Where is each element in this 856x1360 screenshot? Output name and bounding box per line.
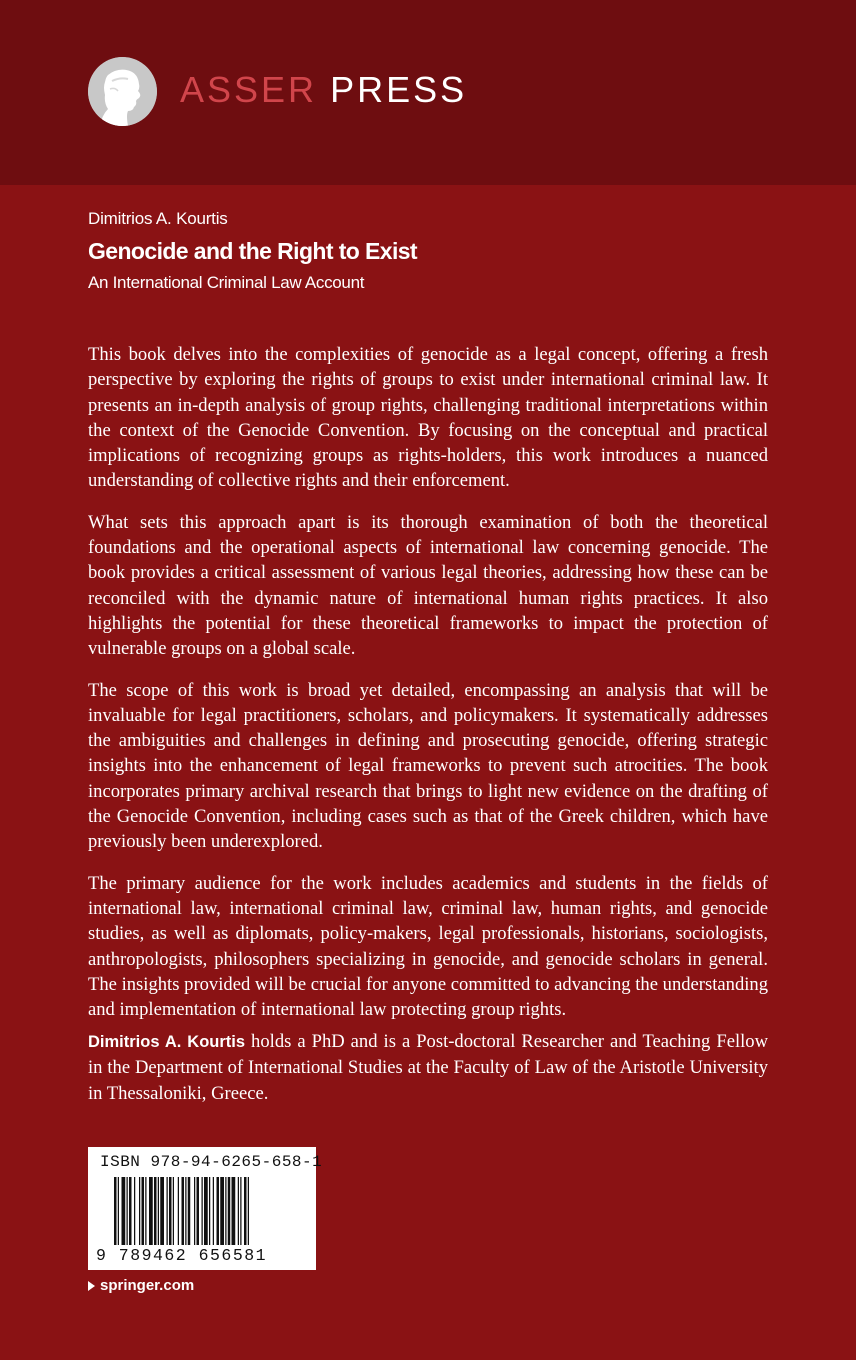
publisher-logo: [180, 68, 467, 112]
barcode-bar: [240, 1177, 241, 1245]
barcode-bar: [238, 1177, 239, 1245]
barcode-bar: [158, 1177, 159, 1245]
barcode-bar: [225, 1177, 226, 1245]
barcode-bar: [122, 1177, 126, 1245]
barcode-bar: [204, 1177, 208, 1245]
header-band: [0, 0, 856, 185]
barcode-bar: [129, 1177, 132, 1245]
barcode-bar: [213, 1177, 214, 1245]
barcode-bar: [114, 1177, 117, 1245]
barcode-bar: [118, 1177, 119, 1245]
barcode-bar: [248, 1177, 249, 1245]
barcode-bar: [169, 1177, 172, 1245]
barcode-bar: [127, 1177, 128, 1245]
barcode-bar: [185, 1177, 186, 1245]
barcode-bar: [160, 1177, 164, 1245]
barcode-bar: [217, 1177, 220, 1245]
springer-link-text: springer.com: [100, 1277, 195, 1294]
barcode-bar: [145, 1177, 146, 1245]
publisher-name-part1: ASSER: [180, 69, 318, 110]
barcode-bar: [167, 1177, 168, 1245]
blurb-paragraph: The primary audience for the work includes academics and students in the fields of international law, international criminal law, criminal law, human rights, and genocide studies, as well as diplomats, policy-makers, legal professionals, historians, sociologists, anthropologists, philosophers specializing in genocide, and genocide scholars in general. The insights provided will be crucial for anyone committed to advancing the understanding and implementation of international law protecting group rights.: [88, 872, 768, 1021]
bio-text: holds a PhD and is a Post-doctoral Researcher and Teaching Fellow in the Department of International Studies at the Faculty of Law of the Aristotle University in Thessaloniki, Greece.: [88, 1031, 769, 1104]
isbn-barcode: [88, 1147, 323, 1270]
book-author: Dimitrios A. Kourtis: [88, 209, 228, 228]
barcode-bar: [149, 1177, 153, 1245]
barcode-bar: [244, 1177, 247, 1245]
barcode-bar: [228, 1177, 231, 1245]
blurb-paragraph: The scope of this work is broad yet detailed, encompassing an analysis that will be invaluable for legal practitioners, scholars, and policymakers. It systematically addresses the ambiguities and challenges in defining and prosecuting genocide, offering strategic insights into the enhancement of legal frameworks to prevent such atrocities. The book incorporates primary archival research that brings to light new evidence on the drafting of the Genocide Convention, including cases such as that of the Greek children, which have previously been underexplored.: [88, 679, 768, 853]
barcode-bar: [134, 1177, 135, 1245]
blurb: [88, 342, 768, 1038]
portrait-medallion-icon: [88, 57, 157, 126]
publisher-name-part2: PRESS: [330, 69, 468, 110]
author-bio: [88, 1029, 768, 1106]
bio-author-name: Dimitrios A. Kourtis: [88, 1033, 246, 1051]
barcode-bar: [142, 1177, 145, 1245]
barcode-bars: [114, 1177, 294, 1249]
isbn-label: ISBN 978-94-6265-658-1: [100, 1153, 323, 1171]
barcode-bar: [173, 1177, 174, 1245]
barcode-bar: [188, 1177, 191, 1245]
arrow-right-icon: [88, 1281, 95, 1291]
barcode-bar: [154, 1177, 157, 1245]
barcode-bar: [232, 1177, 236, 1245]
barcode-bar: [194, 1177, 195, 1245]
barcode-bar: [202, 1177, 203, 1245]
blurb-paragraph: What sets this approach apart is its thorough examination of both the theoretical foundations and the operational aspects of international law concerning genocide. The book provides a critical assessment of various legal theories, addressing how these can be reconciled with the dynamic nature of international human rights practices. It also highlights the potential for these theoretical frameworks to impact the protection of vulnerable groups on a global scale.: [88, 511, 768, 660]
book-title: Genocide and the Right to Exist: [88, 238, 417, 264]
barcode-digits: 9 789462 656581: [96, 1246, 268, 1265]
barcode-bar: [220, 1177, 224, 1245]
barcode-bar: [182, 1177, 185, 1245]
blurb-paragraph: This book delves into the complexities of genocide as a legal concept, offering a fresh perspective by exploring the rights of groups to exist under international criminal law. It presents an in-depth analysis of group rights, challenging traditional interpretations within the context of the Genocide Convention. By focusing on the conceptual and practical implications of recognizing groups as rights-holders, this work introduces a nuanced understanding of collective rights and their enforcement.: [88, 344, 768, 492]
book-subtitle: An International Criminal Law Account: [88, 273, 365, 292]
barcode-bar: [209, 1177, 210, 1245]
barcode-bar: [197, 1177, 200, 1245]
barcode-bar: [139, 1177, 140, 1245]
springer-link[interactable]: [88, 1276, 194, 1296]
barcode-bar: [178, 1177, 179, 1245]
